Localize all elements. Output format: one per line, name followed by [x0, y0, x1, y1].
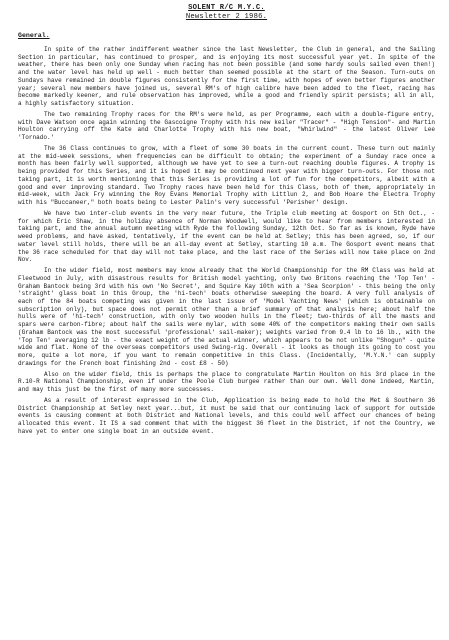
- newsletter-subtitle: Newsletter 2 1986.: [185, 13, 268, 21]
- paragraph: In the wider field, most members may know already that the World Championship for the RM Class was held at Fleetwood in July, with disastrous results for British model yachting, only two Britons reaching the 'Top Ten' - Graham Bantock being 3rd with his own 'No Secret', and Squire Kay 10th with a 'Sea Scorpion' - this being the only 'straight' glass boat in this Group, the 'hi-tech' boats otherwise sweeping the board. A very full analysis of each of the 84 boats competing was given in the last issue of 'Model Yachting News' (which is obtainable on subscription only), but space does not permit other than a brief summary of that analysis here; about half the hulls were of 'hi-tech' construction, with only two wooden hulls in the fleet; two-thirds of all the masts and spars were carbon-fibre; about half the sails were mylar, with some 40% of the competitors making their own sails (Graham Bantock was the most successful 'professional' sail-maker); weights varied from 9.4 lb to 16 lb., with the 'Top Ten' averaging 12 lb - the exact weight of the actual winner, which appears to be not unlike "Shogun" - quite wide and flat. None of the overseas competitors used Swing-rig. Overall - it looks as though its going to cost you more, quite a lot more, if you want to remain competitive in this Class. (Incidentally, 'M.Y.N.' can supply drawings for the French boat finishing 2nd - cost £8 - 50): [18, 267, 435, 367]
- paragraph: Also on the wider field, this is perhaps the place to congratulate Martin Houlton on his 3rd place in the R.10-R National Championship, even if under the Poole Club burgee rather than our own. Well done indeed, Martin, and may this just be the first of many more successes.: [18, 370, 435, 394]
- newsletter-header: [18, 4, 435, 22]
- paragraph: The 36 Class continues to grow, with a fleet of some 30 boats in the current count. These turn out mainly at the mid-week sessions, when frequencies can be difficult to obtain; the experiment of a Sunday race once a month has been fairly well supported, although we have yet to see a turn-out reaching double figures. A trophy is being provided for this Series, and it is hoped it may be continued next year with bigger turn-outs. For those not taking part, it is worth mentioning that this Series is providing a lot of fun for the competitors, albeit with a good and ever improving standard. Two Trophy races have been held for this Class, both of them, appropriately in mid-week, with Jack Fry winning the Roy Evans Memorial Trophy with Littlun 2, and Bob Hoare the Electra Trophy with his "Buccaneer," both boats being to Lester Palin's very successful 'Perisher' design.: [18, 145, 435, 207]
- paragraph: The two remaining Trophy races for the RM's were held, as per Programme, each with a double-figure entry, with Dave Watson once again winning the Gascoigne Trophy with his new keiler "Tracer" - "High Tension"- and Martin Houlton carrying off the Kate and Charlotte Trophy with his new boat, "Whirlwind" - the latest Oliver Lee 'Tornado.': [18, 110, 435, 142]
- paragraph: We have two inter-club events in the very near future, the Triple club meeting at Gosport on 5th Oct., - for which Eric Shaw, in the holiday absence of Norman Woodwell, would like to hear from members interested in taking part, and the annual autumn meeting with Ryde the following Sunday, 12th Oct. So far as is known, Ryde have weed problems, and have asked, tentatively, if the event can be held at Setley; this has been agreed, so, if our water level still holds, there will be an all-day event at Setley, starting 10 a.m. The Gosport event means that the 36 race scheduled for that day will not take place, and the last race of the Series will now take place on 2nd Nov.: [18, 209, 435, 264]
- section-heading: General.: [18, 32, 50, 39]
- paragraph: In spite of the rather indifferent weather since the last Newsletter, the Club in general, and the Sailing Section in particular, has continued to prosper, and is enjoying its most successful year yet. In spite of the weather, there has been only one Sunday when racing has not been possible (and some hardy souls sailed even then!) and the water level has held up well - much better than seemed possible at the start of the Season. Turn-outs on Sundays have remained in double figures consistently for the first time, with hopes of even better figures another year; several new members have joined us, several RM's of high calibre have been added to the fleet, racing has become markedly keener, and rule observation has improved, while a good and friendly spirit persists; all in all, a highly satisfactory situation.: [18, 46, 435, 108]
- paragraph: As a result of interest expressed in the Club, Application is being made to hold the Met & Southern 36 District Championship at Setley next year...but, it must be said that our continuing lack of support for outside events is causing comment at both District and National levels, and this could well affect our chances of being allocated this event. It IS a sad comment that with the biggest 36 fleet in the District, if not the Country, we have yet to enter one single boat in an outside event.: [18, 397, 435, 435]
- newsletter-body: [18, 46, 435, 436]
- club-title: SOLENT R/C M.Y.C.: [188, 4, 265, 12]
